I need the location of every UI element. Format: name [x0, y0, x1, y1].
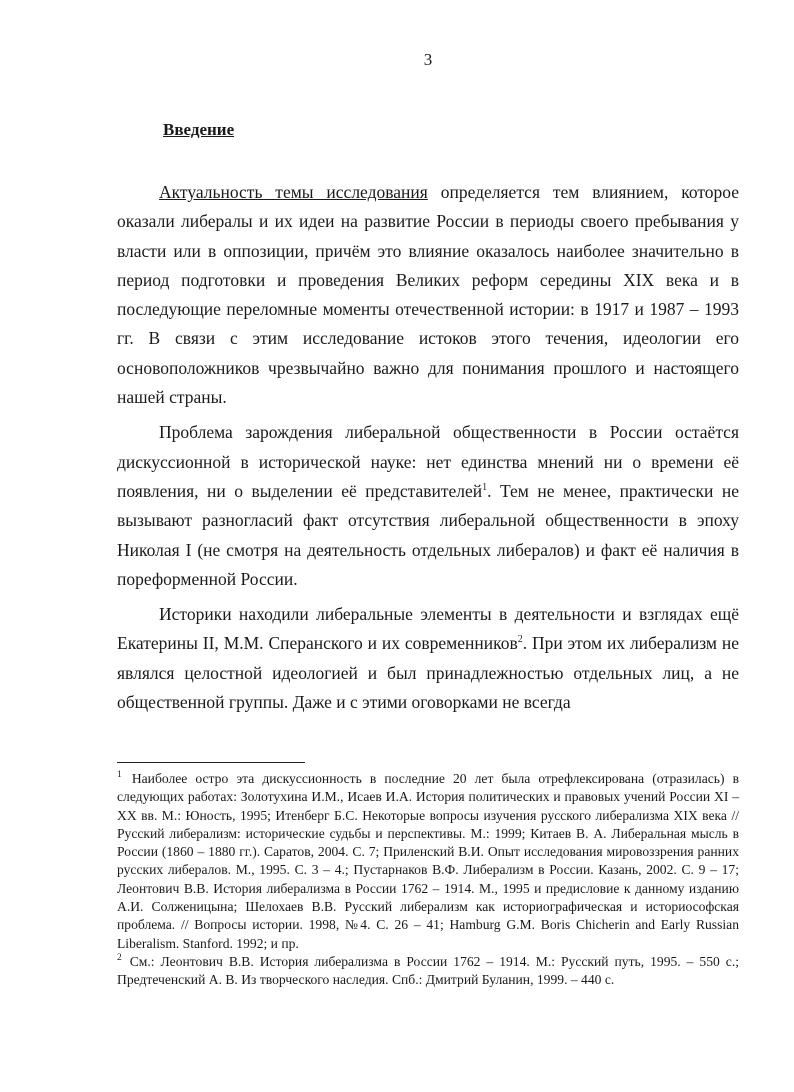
footnote-separator — [117, 762, 305, 763]
section-heading: Введение — [163, 120, 235, 139]
footnote-2-text: См.: Леонтович В.В. История либерализма в России 1762 – 1914. М.: Русский путь, 1995. – 550 с.; Предтеченский А. В. Из творческого наследия. Спб.: Дмитрий Буланин, 1999. – 440 с. — [117, 953, 739, 988]
paragraph-2-text-a: Проблема зарождения либеральной общественности в России остаётся дискуссионной в исторической науке: нет единства мнений ни о времени её появления, ни о выделении её представителей — [117, 422, 739, 501]
paragraph-3-text-b: . При этом их либерализм не являлся целостной идеологией и был принадлежностью отдельных лиц, а не общественной группы. Даже и с этими оговорками не всегда — [117, 633, 740, 713]
body-text — [117, 178, 739, 717]
paragraph-3-text-a: Историки находили либеральные элементы в деятельности и взглядах ещё Екатерины II, М.М. Сперанского и их современников — [117, 604, 739, 654]
paragraph-1 — [117, 178, 739, 412]
paragraph-1-lead: Актуальность темы исследования — [159, 182, 428, 202]
footnotes — [117, 770, 739, 990]
paragraph-1-text: определяется тем влиянием, которое оказали либералы и их идеи на развитие России в периоды своего пребывания у власти или в оппозиции, причём это влияние оказалось наиболее значительно в период подготовки и проведения Великих реформ середины XIX века и в последующие переломные моменты отечественной истории: в 1917 и 1987 – 1993 гг. В связи с этим исследование истоков этого течения, идеологии его основоположников чрезвычайно важно для понимания прошлого и настоящего нашей страны. — [117, 182, 740, 408]
footnote-1 — [117, 770, 739, 953]
footnote-1-text: Наиболее остро эта дискуссионность в последние 20 лет была отрефлексирована (отразилась) в следующих работах: Золотухина И.М., Исаев И.А. История политических и правовых учений России XI – XX вв. М.: Юность, 1995; Итенберг Б.С. Некоторые вопросы изучения русского либерализма XIX века // Русский либерализм: исторические судьбы и перспективы. М.: 1999; Китаев В. А. Либеральная мысль в России (1860 – 1880 гг.). Саратов, 2004. С. 7; Приленский В.И. Опыт исследования мировоззрения ранних русских либералов. М., 1995. С. 3 – 4.; Пустарнаков В.Ф. Либерализм в России. Казань, 2002. С. 9 – 17; Леонтович В.В. История либерализма в России 1762 – 1914. М., 1995 и предисловие к данному изданию А.И. Солженицына; Шелохаев В.В. Русский либерализм как историографическая и историософская проблема. // Вопросы истории. 1998, №4. С. 26 – 41; Hamburg G.M. Boris Chicherin and Early Russian Liberalism. Stanford. 1992; и пр. — [117, 771, 739, 951]
page-number: 3 — [423, 50, 433, 69]
footnote-1-number: 1 — [117, 770, 122, 781]
footnote-2-number: 2 — [117, 953, 122, 964]
paragraph-2 — [117, 418, 739, 594]
paragraph-3 — [117, 600, 739, 717]
footnote-ref-1: 1 — [482, 482, 488, 494]
footnote-2 — [117, 953, 739, 990]
paragraph-2-text-b: . Тем не менее, практически не вызывают разногласий факт отсутствия либеральной общественности в эпоху Николая I (не смотря на деятельность отдельных либералов) и факт её наличия в пореформенной России. — [117, 480, 739, 589]
footnote-ref-2: 2 — [517, 634, 523, 646]
